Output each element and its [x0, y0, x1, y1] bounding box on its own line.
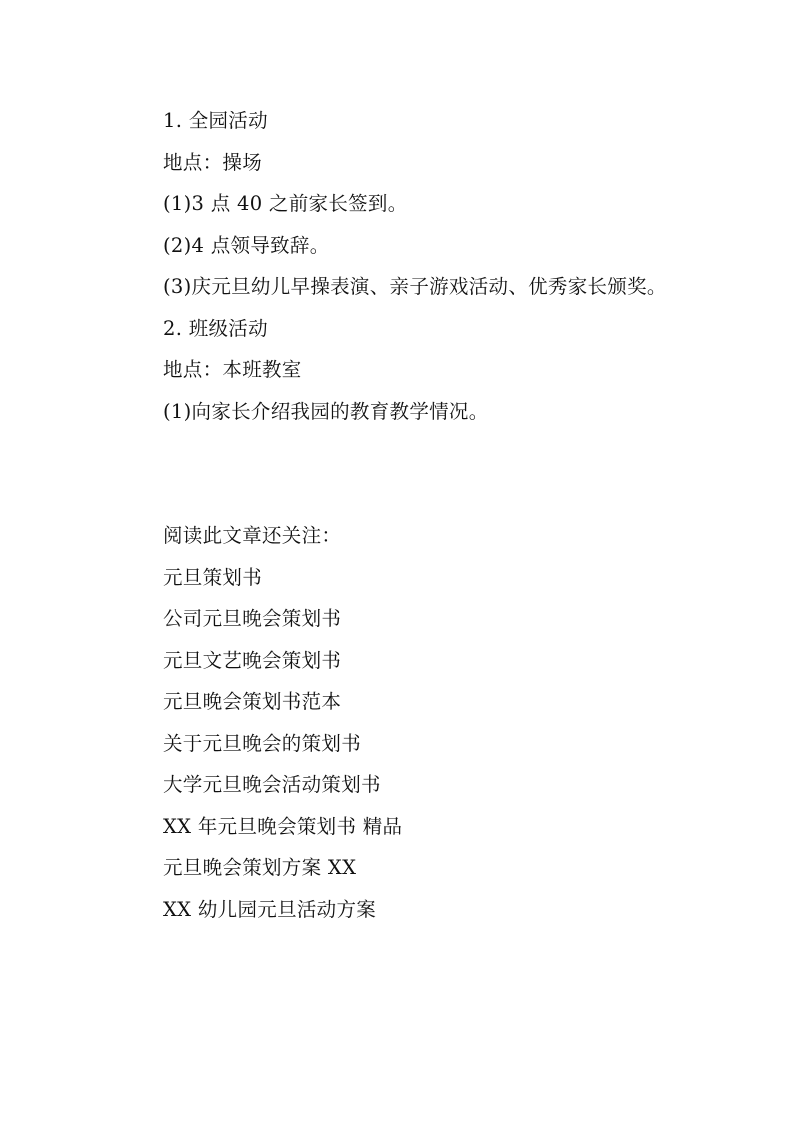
document-body: [120, 100, 690, 930]
section-1-location: 地点：操场: [163, 150, 263, 174]
section-1-heading: 1. 全园活动: [163, 109, 268, 132]
related-heading: 阅读此文章还关注：: [163, 524, 342, 547]
related-link-3[interactable]: 元旦文艺晚会策划书: [163, 648, 342, 672]
section-2-location: 地点：本班教室: [163, 358, 302, 381]
related-link-6[interactable]: 大学元旦晚会活动策划书: [163, 773, 381, 796]
blank-spacer: [120, 432, 690, 515]
section-2-heading: 2. 班级活动: [163, 316, 268, 340]
related-link-9[interactable]: XX 幼儿园元旦活动方案: [163, 897, 377, 921]
related-link-7[interactable]: XX 年元旦晚会策划书 精品: [163, 814, 403, 838]
related-link-4[interactable]: 元旦晚会策划书范本: [163, 690, 342, 713]
related-link-1[interactable]: 元旦策划书: [163, 565, 263, 589]
section-1-item-1: (1)3 点 40 之前家长签到。: [163, 192, 408, 215]
section-1-item-2: (2)4 点领导致辞。: [163, 233, 330, 257]
section-1-item-3: (3)庆元旦幼儿早操表演、亲子游戏活动、优秀家长颁奖。: [163, 275, 667, 298]
related-link-8[interactable]: 元旦晚会策划方案 XX: [163, 856, 357, 879]
related-link-2[interactable]: 公司元旦晚会策划书: [163, 607, 342, 630]
section-2-item-1: (1)向家长介绍我园的教育教学情况。: [163, 399, 489, 423]
related-link-5[interactable]: 关于元旦晚会的策划书: [163, 731, 362, 755]
